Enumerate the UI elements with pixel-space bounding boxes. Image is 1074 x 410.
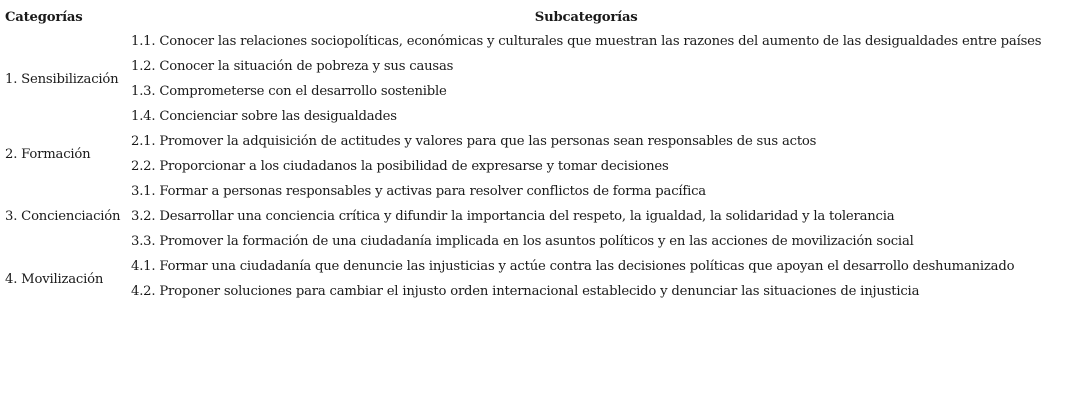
categories-table [3,5,1043,304]
table-header-row [3,5,1043,29]
subcategory-cell: 3.3. Promover la formación de una ciudadanía implicada en los asuntos políticos y en las acciones de movilización social [131,234,914,249]
subcategory-cell: 3.2. Desarrollar una conciencia crítica y difundir la importancia del respeto, la igualdad, la solidaridad y la tolerancia [131,209,895,224]
subcategory-cell: 1.4. Concienciar sobre las desigualdades [131,109,397,124]
category-cell: 1. Sensibilización [5,71,119,87]
header-categorias: Categorías [5,9,83,25]
table-row [3,79,1043,104]
table-row [3,254,1043,279]
subcategory-cell: 1.1. Conocer las relaciones sociopolíticas, económicas y culturales que muestran las razones del aumento de las desigualdades entre países [131,34,1042,49]
table-row [3,54,1043,79]
subcategory-cell: 1.2. Conocer la situación de pobreza y sus causas [131,59,454,74]
category-cell: 3. Concienciación [5,209,121,224]
table-row [3,104,1043,129]
table-row [3,154,1043,179]
subcategory-cell: 4.1. Formar una ciudadanía que denuncie las injusticias y actúe contra las decisiones políticas que apoyan el desarrollo deshumanizado [131,259,1015,274]
subcategory-cell: 1.3. Comprometerse con el desarrollo sostenible [131,84,447,99]
table-row [3,204,1043,229]
subcategory-cell: 2.2. Proporcionar a los ciudadanos la posibilidad de expresarse y tomar decisiones [131,159,669,174]
category-cell: 4. Movilización [5,271,104,287]
subcategory-cell: 3.1. Formar a personas responsables y activas para resolver conflictos de forma pacífica [131,184,706,199]
table-row [3,29,1043,54]
table-row [3,179,1043,204]
header-subcategorias: Subcategorías [534,9,638,25]
table-row [3,279,1043,304]
subcategory-cell: 4.2. Proponer soluciones para cambiar el injusto orden internacional establecido y denunciar las situaciones de injusticia [131,284,920,299]
table-row [3,129,1043,154]
table-row [3,229,1043,254]
category-cell: 2. Formación [5,146,91,162]
subcategory-cell: 2.1. Promover la adquisición de actitudes y valores para que las personas sean responsables de sus actos [131,134,817,149]
